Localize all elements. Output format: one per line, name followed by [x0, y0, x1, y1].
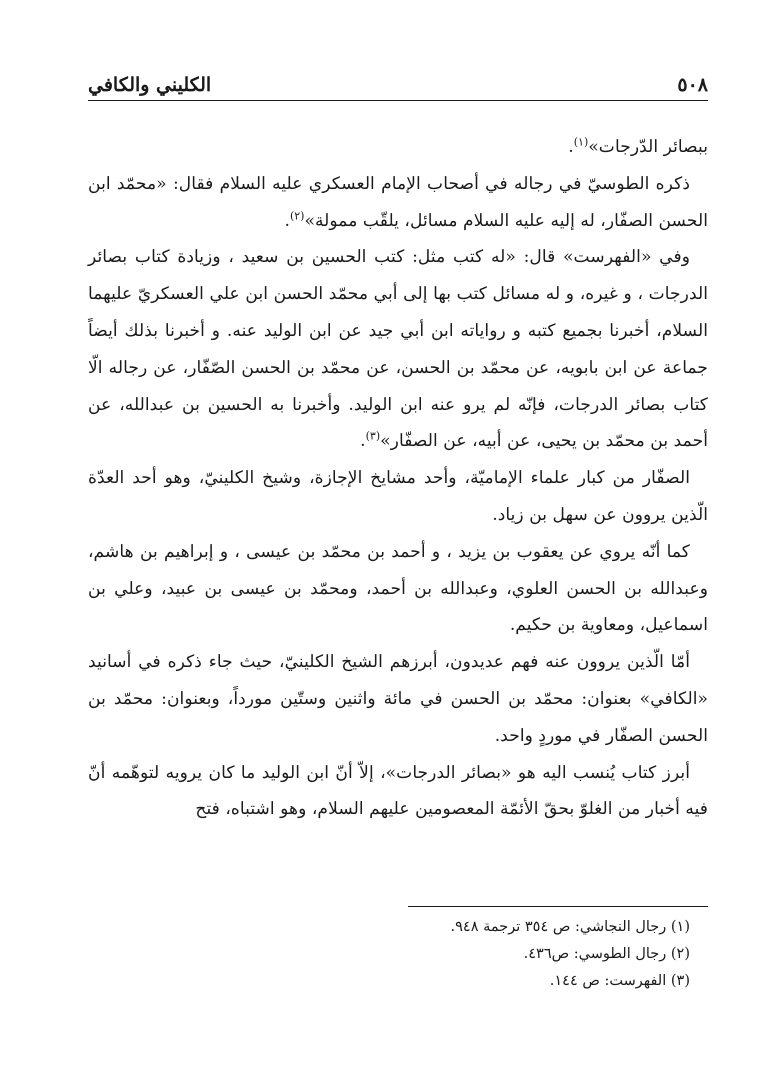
footnote: (١) رجال النجاشي: ص ٣٥٤ ترجمة ٩٤٨.: [450, 919, 690, 935]
footnotes: [451, 914, 690, 995]
running-header: [88, 60, 708, 101]
running-title: الكليني والكافي: [88, 74, 212, 96]
paragraph: ذكره الطوسيّ في رجاله في أصحاب الإمام العسكري عليه السلام فقال: «محمّد ابن الحسن الصفّار، له إليه عليه السلام مسائل، يلقّب ممولة»$^{(٢)}$.: [88, 173, 708, 231]
footnote: (٢) رجال الطوسي: ص٤٣٦.: [523, 946, 690, 962]
footnote: (٣) الفهرست: ص ١٤٤.: [549, 973, 690, 989]
paragraph: الصفّار من كبار علماء الإماميّة، وأحد مشايخ الإجازة، وشيخ الكلينيّ، وهو أحد العدّة الّذين يروون عن سهل بن زياد.: [88, 468, 708, 525]
footnote-ref: (١): [573, 135, 589, 149]
paragraph: أمّا الّذين يروون عنه فهم عديدون، أبرزهم الشيخ الكلينيّ، حيث جاء ذكره في أسانيد «الكافي» بعنوان: محمّد بن الحسن في مائة واثنين وستّين مورداً، وبعنوان: محمّد بن الحسن الصفّار في موردٍ واحد.: [88, 652, 708, 746]
body-text: [88, 129, 708, 828]
footnote-ref: (٢): [289, 208, 305, 222]
book-page: [88, 60, 708, 1020]
footnote-separator: [408, 906, 708, 907]
paragraph: كما أنّه يروي عن يعقوب بن يزيد ، و أحمد بن محمّد بن عيسى ، و إبراهيم بن هاشم، وعبدالله بن الحسن العلوي، وعبدالله بن أحمد، ومحمّد بن عيسى بن عبيد، وعلي بن اسماعيل، ومعاوية بن حكيم.: [88, 541, 708, 636]
paragraph: أبرز كتاب يُنسب اليه هو «بصائر الدرجات»، إلاّ أنّ ابن الوليد ما كان يرويه لتوهّمه أنّ فيه أخبار من الغلوّ بحقّ الأئمّة المعصومين عليهم السلام، وهو اشتباه، فتح: [88, 762, 708, 820]
paragraph: ببصائر الدّرجات»$^{(١)}$.: [568, 135, 708, 157]
paragraph: وفي «الفهرست» قال: «له كتب مثل: كتب الحسين بن سعيد ، وزيادة كتاب بصائر الدرجات ، و غيره، و له مسائل كتب بها إلى أبي محمّد الحسن ابن علي العسكريّ عليهما السلام، أخبرنا بجميع كتبه و رواياته ابن أبي جيد عن ابن الوليد عنه. و أخبرنا بذلك أيضاً جماعة عن ابن بابويه، عن محمّد بن الحسن، عن محمّد بن الحسن الصّفّار، عن رجاله الّا كتاب بصائر الدرجات، فإنّه لم يرو عنه ابن الوليد. وأخبرنا به الحسين بن عبدالله، عن أحمد بن محمّد بن يحيى، عن أبيه، عن الصفّار»$^{(٣)}$.: [88, 247, 708, 452]
page-number: ٥٠٨: [677, 74, 708, 96]
footnote-ref: (٣): [365, 429, 381, 443]
